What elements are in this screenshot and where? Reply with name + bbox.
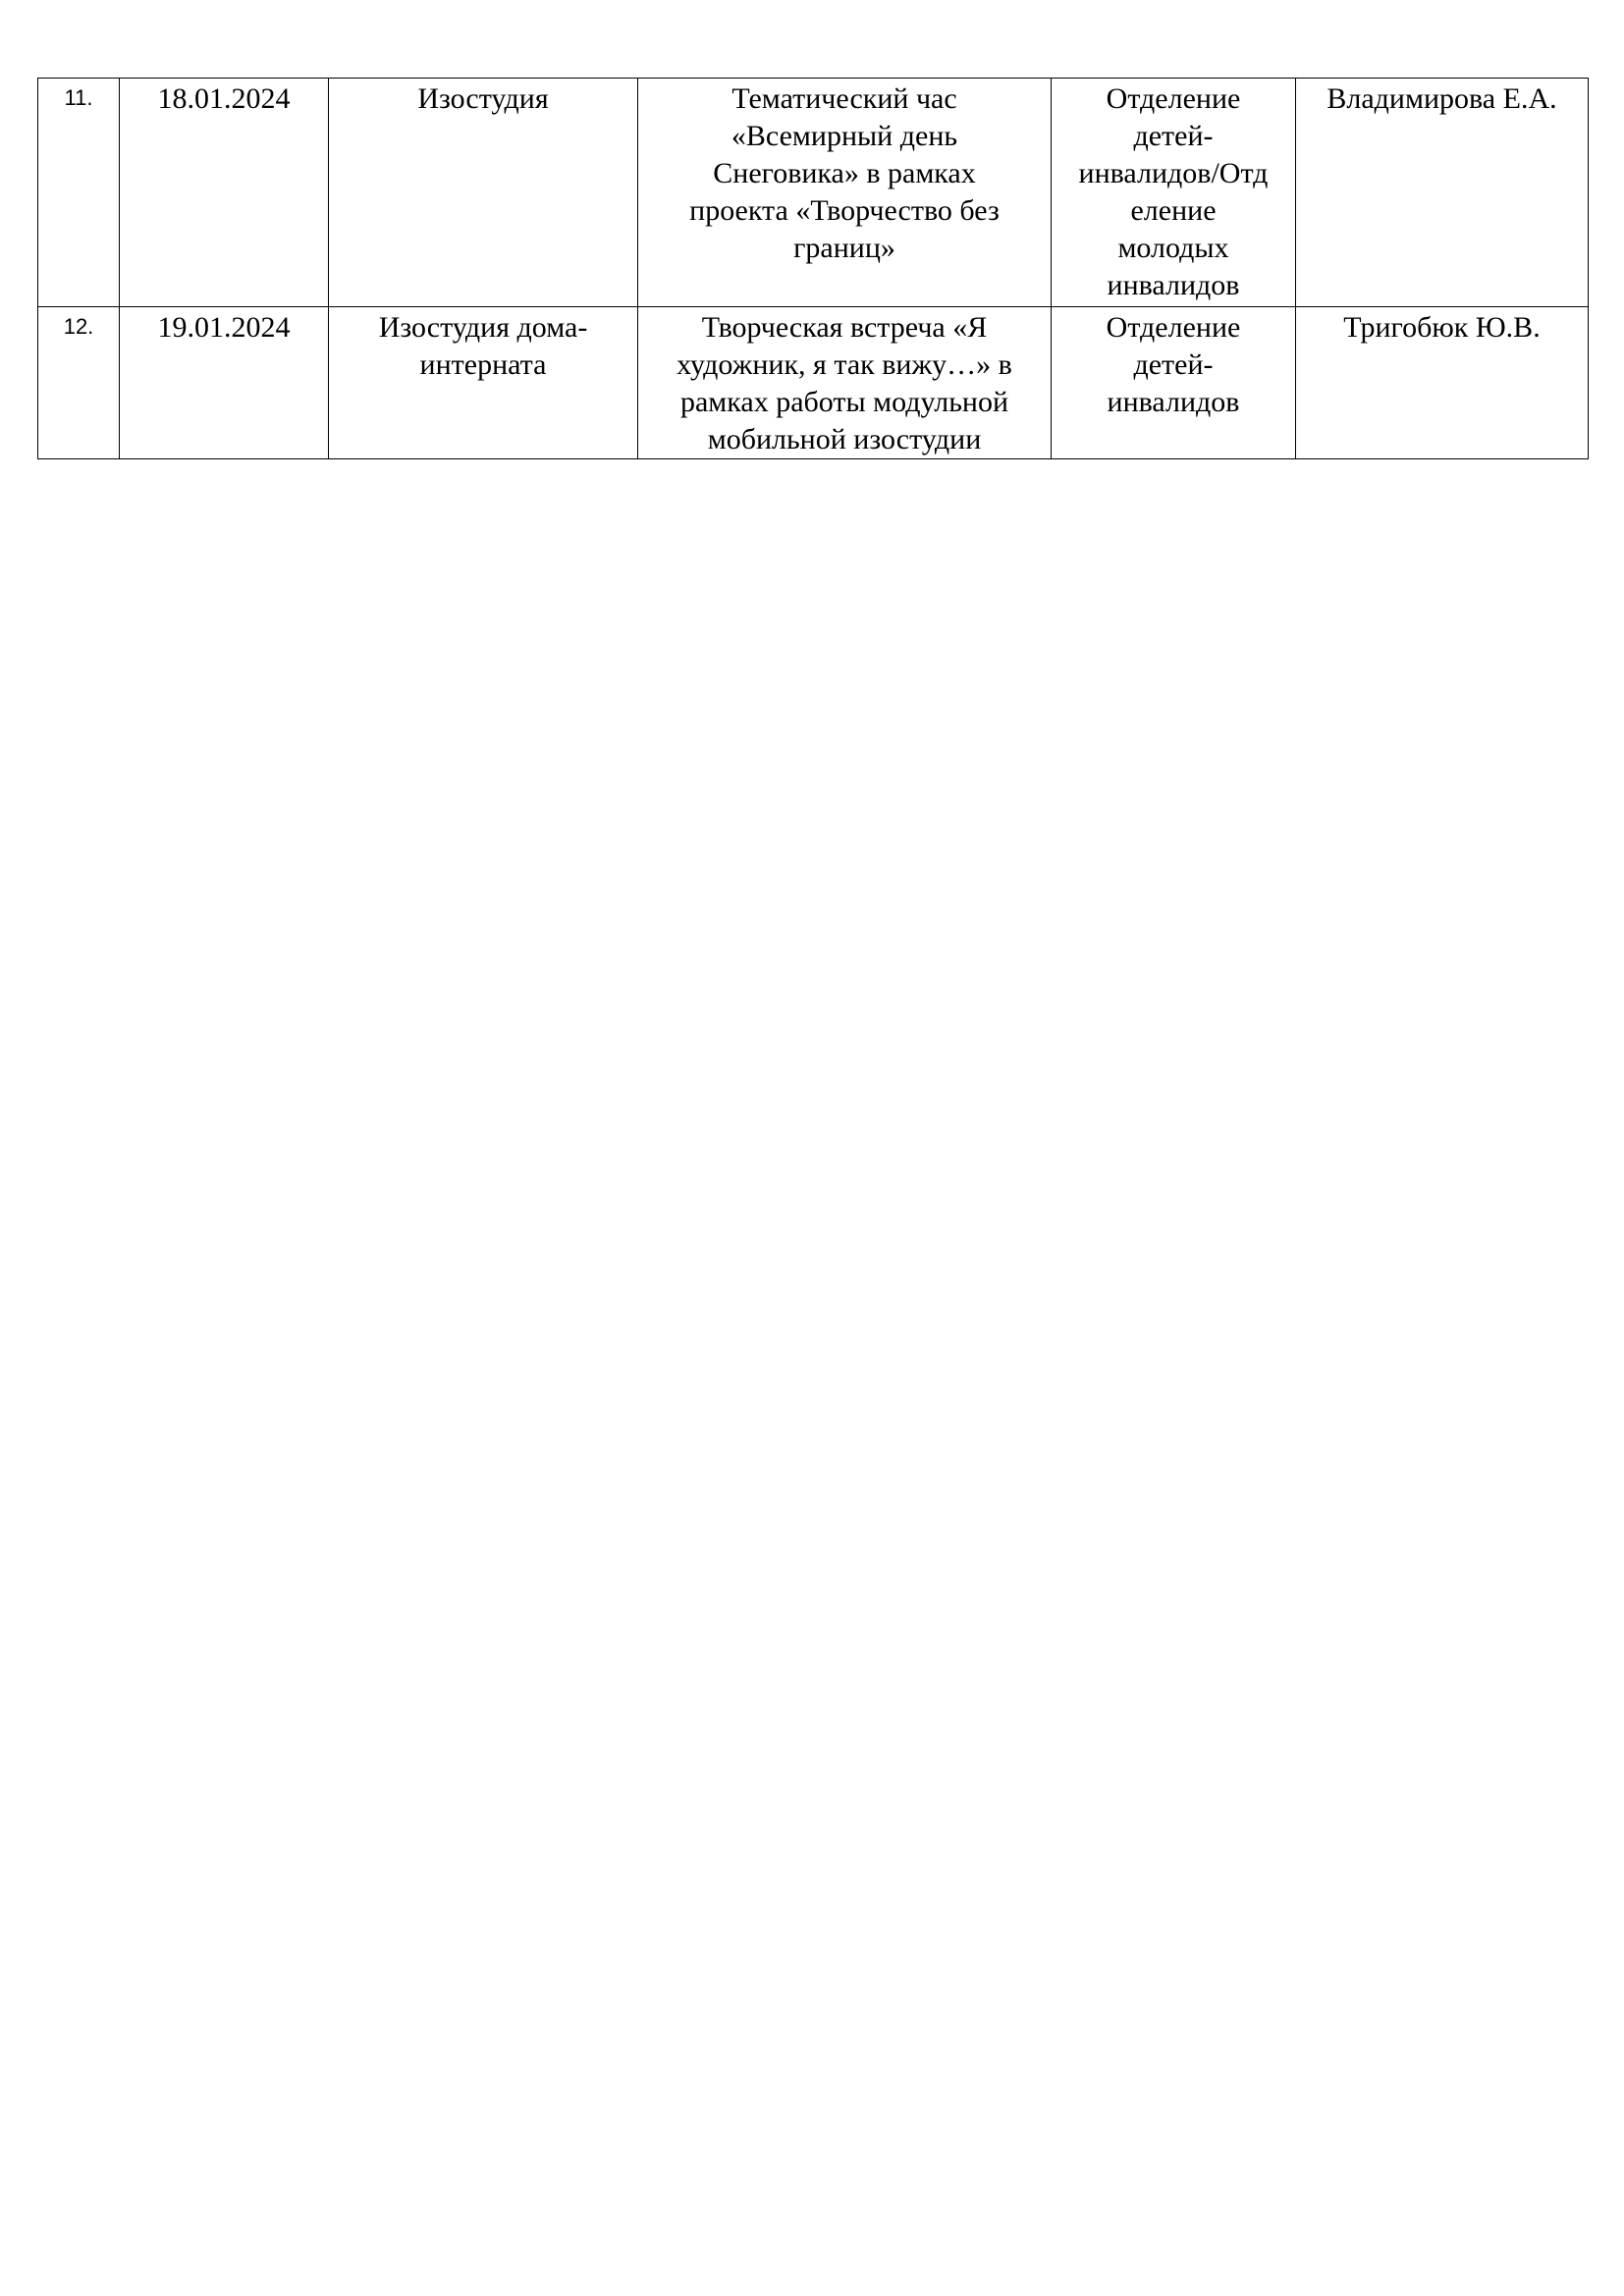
date-cell: [120, 79, 329, 307]
event-department: Отделение детей- инвалидов: [1106, 311, 1241, 418]
event-venue: Изостудия: [417, 82, 549, 115]
table-row: [38, 307, 1589, 459]
row-number: 11.: [64, 85, 93, 110]
department-cell: [1052, 79, 1296, 307]
event-venue: Изостудия дома- интерната: [378, 311, 588, 381]
responsible-cell: [1296, 79, 1589, 307]
venue-cell: [329, 307, 638, 459]
responsible-cell: [1296, 307, 1589, 459]
event-description: Творческая встреча «Я художник, я так вижу…» в рамках работы модульной мобильной изостудии: [677, 311, 1012, 455]
event-department: Отделение детей- инвалидов/Отд еление молодых инвалидов: [1078, 82, 1269, 301]
event-date: 19.01.2024: [157, 311, 291, 344]
department-cell: [1052, 307, 1296, 459]
row-number-cell: [38, 307, 120, 459]
event-responsible: Владимирова Е.А.: [1326, 82, 1557, 115]
table-row: [38, 79, 1589, 307]
event-date: 18.01.2024: [157, 82, 291, 115]
event-description: Тематический час «Всемирный день Снеговика» в рамках проекта «Творчество без границ»: [689, 82, 1000, 264]
row-number: 12.: [63, 314, 94, 339]
event-cell: [638, 79, 1052, 307]
date-cell: [120, 307, 329, 459]
event-responsible: Тригобюк Ю.В.: [1343, 311, 1541, 344]
row-number-cell: [38, 79, 120, 307]
events-table: [37, 78, 1589, 459]
venue-cell: [329, 79, 638, 307]
event-cell: [638, 307, 1052, 459]
